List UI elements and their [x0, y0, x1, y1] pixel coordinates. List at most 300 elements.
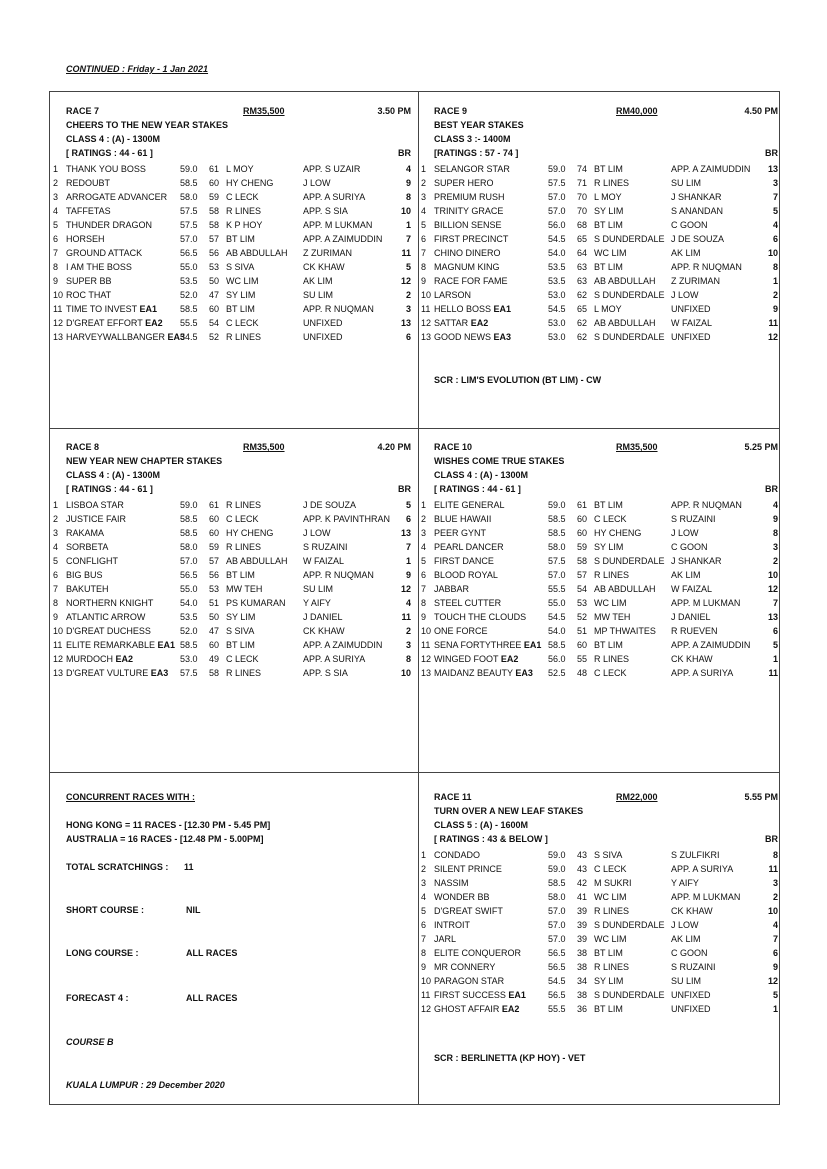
jockey: J LOW [303, 178, 331, 188]
trainer: C LECK [594, 514, 627, 524]
barrier: 6 [405, 514, 411, 524]
race-class: CLASS 5 : (A) - 1600M [434, 820, 529, 830]
horse-name [434, 962, 495, 972]
weight: 59.0 [548, 864, 566, 874]
jockey: SU LIM [303, 290, 334, 300]
rating: 70 [577, 192, 588, 202]
horse-name [66, 248, 142, 258]
entry-number: 9 [421, 962, 427, 972]
barrier: 7 [772, 192, 778, 202]
rating: 64 [577, 248, 588, 258]
barrier: 8 [772, 262, 778, 272]
horse-name [434, 864, 502, 874]
barrier: 12 [767, 976, 778, 986]
barrier: 8 [405, 654, 411, 664]
barrier: 1 [772, 276, 778, 286]
horse-name [66, 178, 110, 188]
horse-name [66, 654, 133, 664]
rating: 65 [577, 304, 588, 314]
trainer: HY CHENG [594, 528, 642, 538]
horse-name [66, 528, 104, 538]
trainer: AB ABDULLAH [594, 276, 656, 286]
entry-number: 7 [421, 584, 427, 594]
entry-number: 9 [53, 612, 59, 622]
entry-row [421, 667, 778, 681]
horse-name-text: GROUND ATTACK [66, 248, 143, 258]
horse-name [434, 514, 491, 524]
entry-row [421, 317, 778, 331]
entry-number: 13 [421, 668, 432, 678]
horse-name-text: MAGNUM KING [434, 262, 500, 272]
horse-name-text: NORTHERN KNIGHT [66, 598, 154, 608]
barrier-header: BR [398, 484, 411, 494]
race-name: CHEERS TO THE NEW YEAR STAKES [66, 120, 229, 130]
entry-tag: EA3 [493, 332, 512, 342]
entry-row [421, 961, 778, 975]
jockey: J LOW [303, 528, 331, 538]
trainer: SY LIM [226, 612, 256, 622]
horse-name [434, 976, 504, 986]
entry-tag: EA1 [139, 304, 158, 314]
horse-name [434, 206, 503, 216]
entry-number: 1 [421, 850, 427, 860]
rating: 57 [209, 556, 220, 566]
race-title-row [434, 442, 778, 456]
horse-name [66, 612, 145, 622]
entry-number: 3 [53, 528, 59, 538]
rating: 53 [577, 598, 588, 608]
entry-number: 3 [53, 192, 59, 202]
barrier: 3 [772, 178, 778, 188]
trainer: BT LIM [226, 234, 255, 244]
entry-number: 11 [421, 640, 431, 650]
entry-row [421, 849, 778, 863]
jockey: APP. A ZAIMUDDIN [671, 640, 751, 650]
barrier: 7 [405, 542, 411, 552]
entry-row [421, 331, 778, 345]
jockey: C GOON [671, 542, 708, 552]
horse-name-text: WONDER BB [434, 892, 490, 902]
weight: 57.5 [180, 220, 198, 230]
rating: 60 [577, 640, 588, 650]
entry-number: 8 [421, 598, 427, 608]
barrier: 2 [772, 290, 778, 300]
jockey: J DANIEL [303, 612, 343, 622]
weight: 57.0 [548, 206, 566, 216]
race-time: 5.25 PM [744, 442, 778, 452]
trainer: C LECK [226, 192, 259, 202]
trainer: R LINES [594, 962, 630, 972]
race-prize: RM22,000 [616, 792, 658, 802]
entry-number: 5 [421, 906, 427, 916]
horse-name-text: TIME TO INVEST [66, 304, 138, 314]
race-number: RACE 9 [434, 106, 468, 116]
weight: 53.0 [548, 332, 566, 342]
entry-row [53, 163, 411, 177]
trainer: AB ABDULLAH [226, 248, 288, 258]
rating: 51 [577, 626, 588, 636]
horse-name-text: PEER GYNT [434, 528, 487, 538]
weight: 57.0 [548, 192, 566, 202]
entry-row [53, 611, 411, 625]
horse-name [66, 318, 163, 328]
trainer: BT LIM [594, 948, 623, 958]
entry-row [421, 219, 778, 233]
entry-number: 12 [53, 654, 64, 664]
horse-name-text: FIRST DANCE [434, 556, 494, 566]
weight: 52.5 [548, 668, 566, 678]
rating: 52 [577, 612, 588, 622]
entry-row [421, 499, 778, 513]
rating: 54 [577, 584, 588, 594]
forecast-label: FORECAST 4 : [66, 993, 129, 1003]
entry-number: 7 [421, 248, 427, 258]
entry-row [421, 1003, 778, 1017]
weight: 57.0 [180, 234, 198, 244]
horse-name-text: ARROGATE ADVANCER [66, 192, 168, 202]
rating: 62 [577, 318, 588, 328]
barrier: 6 [772, 626, 778, 636]
trainer: MP THWAITES [594, 626, 656, 636]
trainer: C LECK [594, 668, 627, 678]
rating: 68 [577, 220, 588, 230]
rating: 60 [577, 528, 588, 538]
weight: 59.0 [548, 164, 566, 174]
weight: 59.0 [548, 850, 566, 860]
race-prize: RM40,000 [616, 106, 658, 116]
horse-name-text: REDOUBT [66, 178, 111, 188]
weight: 52.0 [180, 290, 198, 300]
race-prize: RM35,500 [243, 442, 285, 452]
horse-name [434, 640, 541, 650]
short-course-value: NIL [186, 905, 201, 915]
entry-number: 6 [421, 920, 427, 930]
document-header: CONTINUED : Friday - 1 Jan 2021 [66, 64, 209, 74]
weight: 55.0 [180, 584, 198, 594]
trainer: L MOY [594, 192, 622, 202]
row-divider-2 [49, 772, 780, 773]
jockey: APP. K PAVINTHRAN [303, 514, 391, 524]
barrier: 9 [405, 570, 411, 580]
race-panel-8 [53, 442, 411, 681]
race-ratings-row [434, 484, 778, 498]
horse-name-text: TOUCH THE CLOUDS [434, 612, 527, 622]
trainer: AB ABDULLAH [594, 584, 656, 594]
weight: 54.0 [548, 248, 566, 258]
barrier: 9 [772, 962, 778, 972]
race-panel-10 [421, 442, 778, 681]
entry-number: 7 [53, 248, 59, 258]
entry-number: 10 [421, 976, 432, 986]
entry-number: 8 [421, 262, 427, 272]
jockey: S RUZAINI [671, 962, 716, 972]
horse-name [66, 206, 111, 216]
entry-row [53, 569, 411, 583]
entry-row [53, 233, 411, 247]
trainer: R LINES [226, 332, 262, 342]
entry-row [421, 289, 778, 303]
rating: 47 [209, 290, 220, 300]
barrier: 1 [405, 220, 411, 230]
jockey: APP. A SURIYA [303, 654, 366, 664]
entry-number: 3 [421, 528, 427, 538]
horse-name-text: ROC THAT [66, 290, 112, 300]
race-class: CLASS 4 : (A) - 1300M [66, 134, 161, 144]
jockey: SU LIM [303, 584, 334, 594]
rating: 58 [209, 220, 220, 230]
entry-row [421, 625, 778, 639]
trainer: S DUNDERDALE [594, 234, 665, 244]
horse-name [434, 612, 526, 622]
horse-name [66, 668, 168, 678]
trainer: S SIVA [226, 262, 255, 272]
horse-name [434, 1004, 519, 1014]
horse-name-text: CONDADO [434, 850, 481, 860]
barrier: 13 [400, 528, 411, 538]
barrier: 2 [772, 556, 778, 566]
entry-number: 5 [53, 556, 59, 566]
entry-row [421, 569, 778, 583]
entry-tag: EA3 [515, 668, 533, 678]
horse-name-text: LARSON [434, 290, 472, 300]
rating: 54 [209, 318, 220, 328]
horse-name [434, 934, 456, 944]
race-panel-7 [53, 106, 411, 345]
barrier: 8 [772, 850, 778, 860]
entry-row [421, 261, 778, 275]
entry-number: 6 [53, 570, 59, 580]
barrier: 7 [772, 934, 778, 944]
weight: 55.0 [548, 598, 566, 608]
weight: 54.5 [548, 976, 566, 986]
course-label: COURSE B [66, 1037, 114, 1047]
jockey: CK KHAW [303, 626, 345, 636]
entry-number: 3 [421, 192, 427, 202]
jockey: APP. R NUQMAN [671, 262, 742, 272]
entry-row [421, 177, 778, 191]
jockey: UNFIXED [671, 304, 711, 314]
barrier: 13 [400, 318, 411, 328]
entry-number: 9 [421, 276, 427, 286]
rating: 36 [577, 1004, 588, 1014]
trainer: L MOY [594, 304, 622, 314]
barrier: 10 [767, 906, 778, 916]
barrier-header: BR [765, 148, 778, 158]
horse-name [434, 584, 469, 594]
rating: 58 [209, 668, 220, 678]
horse-name [66, 290, 111, 300]
entry-row [421, 597, 778, 611]
jockey: C GOON [671, 948, 708, 958]
jockey: C GOON [671, 220, 708, 230]
race-prize: RM35,500 [243, 106, 285, 116]
rating: 63 [577, 276, 588, 286]
race-name: WISHES COME TRUE STAKES [434, 456, 565, 466]
entry-tag: EA1 [508, 990, 526, 1000]
barrier: 4 [405, 598, 411, 608]
entry-row [53, 205, 411, 219]
barrier: 1 [772, 654, 778, 664]
barrier: 8 [772, 528, 778, 538]
horse-name [66, 276, 112, 286]
weight: 54.5 [548, 234, 566, 244]
horse-name-text: SATTAR [434, 318, 469, 328]
weight: 58.0 [548, 892, 566, 902]
barrier: 9 [772, 514, 778, 524]
race-title-row [434, 792, 778, 806]
entry-number: 12 [421, 318, 432, 328]
weight: 58.5 [180, 514, 198, 524]
race-ratings-row [434, 148, 778, 162]
rating: 59 [577, 542, 588, 552]
weight: 58.0 [180, 542, 198, 552]
race-ratings: [ RATINGS : 44 - 61 ] [66, 484, 153, 494]
rating: 42 [577, 878, 588, 888]
entry-number: 8 [421, 948, 427, 958]
entry-row [421, 905, 778, 919]
horse-name-text: I AM THE BOSS [66, 262, 132, 272]
horse-name-text: MURDOCH [66, 654, 113, 664]
long-course-value: ALL RACES [186, 948, 238, 958]
entry-number: 8 [53, 262, 59, 272]
weight: 55.5 [548, 584, 566, 594]
entry-number: 10 [421, 290, 432, 300]
race-class: CLASS 4 : (A) - 1300M [66, 470, 161, 480]
trainer: WC LIM [594, 598, 627, 608]
rating: 50 [209, 276, 220, 286]
entry-row [421, 975, 778, 989]
rating: 60 [209, 640, 220, 650]
jockey: UNFIXED [303, 332, 343, 342]
barrier: 3 [772, 542, 778, 552]
jockey: AK LIM [671, 934, 701, 944]
horse-name-text: GOOD NEWS [434, 332, 492, 342]
trainer: PS KUMARAN [226, 598, 286, 608]
horse-name-text: ELITE CONQUEROR [434, 948, 522, 958]
trainer: S DUNDERDALE [594, 556, 665, 566]
weight: 58.5 [548, 528, 566, 538]
weight: 58.5 [180, 304, 198, 314]
barrier: 2 [772, 892, 778, 902]
jockey: R RUEVEN [671, 626, 718, 636]
horse-name-text: SILENT PRINCE [434, 864, 502, 874]
rating: 70 [577, 206, 588, 216]
rating: 60 [209, 514, 220, 524]
entry-tag: EA1 [157, 640, 176, 650]
jockey: APP. S SIA [303, 668, 348, 678]
horse-name-text: D'GREAT SWIFT [434, 906, 503, 916]
jockey: APP. A SURIYA [671, 668, 734, 678]
entry-row [421, 947, 778, 961]
horse-name-text: HORSEH [66, 234, 105, 244]
horse-name [66, 556, 118, 566]
barrier: 1 [772, 1004, 778, 1014]
race-panel-9 [421, 106, 778, 345]
entry-tag: EA3 [167, 332, 186, 342]
rating: 56 [209, 248, 220, 258]
trainer: HY CHENG [226, 528, 274, 538]
horse-name [434, 234, 508, 244]
weight: 57.5 [548, 556, 566, 566]
weight: 57.0 [548, 934, 566, 944]
entry-number: 12 [421, 1004, 432, 1014]
total-scratchings-label: TOTAL SCRATCHINGS : [66, 862, 169, 872]
jockey: Y AIFY [303, 598, 331, 608]
rating: 48 [577, 668, 588, 678]
rating: 59 [209, 542, 220, 552]
jockey: APP. S UZAIR [303, 164, 361, 174]
entry-tag: EA1 [493, 304, 512, 314]
short-course-label: SHORT COURSE : [66, 905, 145, 915]
horse-name-text: TAFFETAS [66, 206, 111, 216]
trainer: BT LIM [594, 500, 623, 510]
entry-row [421, 891, 778, 905]
barrier: 5 [405, 500, 411, 510]
jockey: S RUZAINI [671, 514, 716, 524]
horse-name-text: MAIDANZ BEAUTY [434, 668, 513, 678]
entry-number: 4 [421, 542, 427, 552]
rating: 71 [577, 178, 588, 188]
barrier: 13 [767, 612, 778, 622]
jockey: UNFIXED [303, 318, 343, 328]
trainer: BT LIM [594, 262, 623, 272]
entry-number: 11 [53, 640, 63, 650]
entry-number: 2 [421, 864, 427, 874]
barrier: 4 [772, 920, 778, 930]
weight: 54.5 [180, 332, 198, 342]
trainer: SY LIM [226, 290, 256, 300]
horse-name [434, 500, 505, 510]
horse-name-text: BILLION SENSE [434, 220, 502, 230]
weight: 57.0 [548, 906, 566, 916]
trainer: WC LIM [594, 934, 627, 944]
entry-row [421, 527, 778, 541]
weight: 55.5 [180, 318, 198, 328]
horse-name-text: BLUE HAWAII [434, 514, 492, 524]
entry-tag: EA2 [470, 318, 489, 328]
horse-name-text: LISBOA STAR [66, 500, 124, 510]
entry-row [421, 863, 778, 877]
entry-row [421, 639, 778, 653]
trainer: WC LIM [594, 248, 627, 258]
horse-name [66, 514, 126, 524]
horse-name [434, 276, 508, 286]
entry-row [421, 989, 778, 1003]
rating: 58 [209, 206, 220, 216]
race-ratings-row [66, 148, 411, 162]
scratching-race-9: SCR : LIM'S EVOLUTION (BT LIM) - CW [434, 375, 602, 385]
barrier: 11 [768, 864, 778, 874]
horse-name-text: PEARL DANCER [434, 542, 504, 552]
entry-number: 1 [421, 164, 427, 174]
entry-row [421, 275, 778, 289]
rating: 49 [209, 654, 220, 664]
entry-number: 11 [421, 304, 431, 314]
barrier: 2 [405, 626, 411, 636]
horse-name [66, 220, 152, 230]
rating: 60 [209, 178, 220, 188]
jockey: J DE SOUZA [303, 500, 357, 510]
jockey: Z ZURIMAN [303, 248, 352, 258]
entry-number: 6 [53, 234, 59, 244]
jockey: APP. S SIA [303, 206, 348, 216]
horse-name [434, 948, 521, 958]
rating: 59 [209, 192, 220, 202]
entry-number: 5 [53, 220, 59, 230]
column-divider [418, 91, 419, 1105]
trainer: BT LIM [594, 164, 623, 174]
race-title-row [66, 442, 411, 456]
